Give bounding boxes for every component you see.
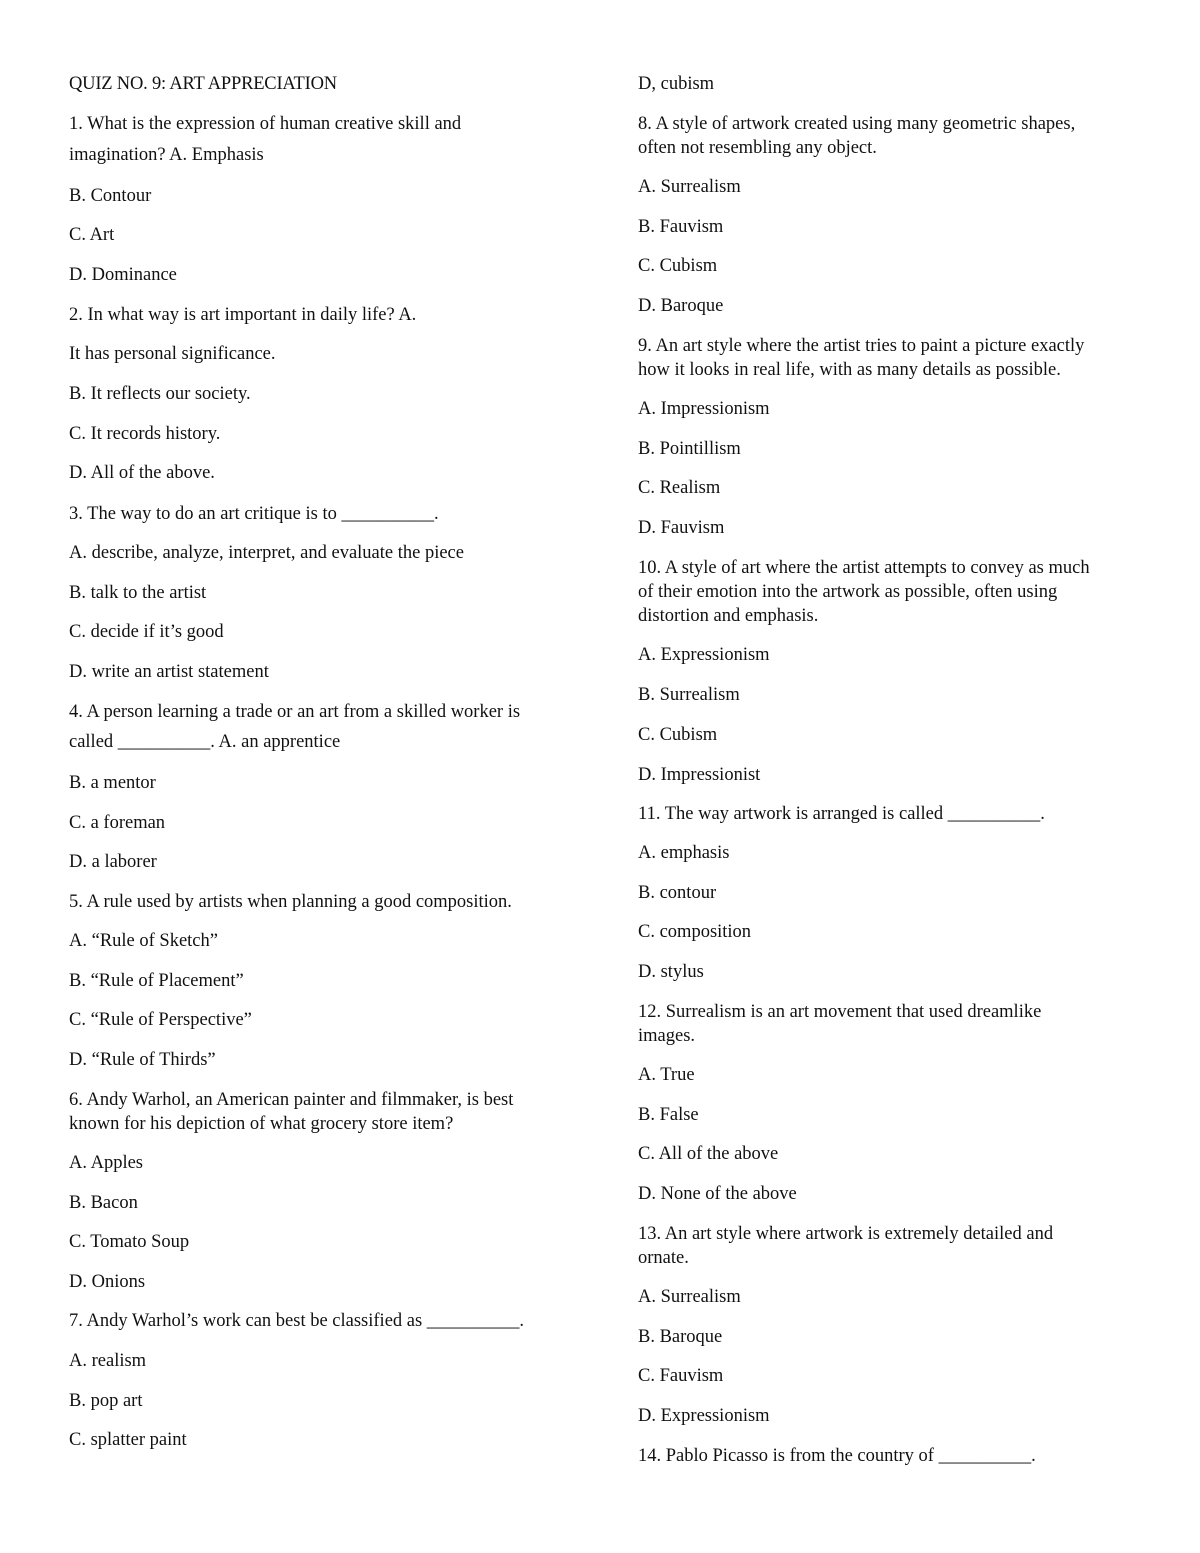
question-10-text-end: distortion and emphasis. bbox=[638, 606, 819, 626]
question-13-option-b: B. Baroque bbox=[638, 1327, 723, 1347]
question-7-text: 7. Andy Warhol’s work can best be classified as __________. bbox=[69, 1311, 524, 1331]
question-11-option-b: B. contour bbox=[638, 883, 717, 903]
question-11-option-d: D. stylus bbox=[638, 962, 704, 982]
question-8-text: 8. A style of artwork created using many geometric shapes, bbox=[638, 114, 1076, 134]
question-1-option-c: C. Art bbox=[69, 225, 115, 245]
question-6-text: 6. Andy Warhol, an American painter and filmmaker, is best bbox=[69, 1090, 514, 1110]
question-2-option-a: It has personal significance. bbox=[69, 344, 276, 364]
question-9-option-b: B. Pointillism bbox=[638, 439, 741, 459]
question-11-option-c: C. composition bbox=[638, 922, 752, 942]
question-9-text: 9. An art style where the artist tries to paint a picture exactly bbox=[638, 336, 1085, 356]
question-8-option-b: B. Fauvism bbox=[638, 217, 724, 237]
question-7-option-b: B. pop art bbox=[69, 1391, 143, 1411]
question-3-option-b: B. talk to the artist bbox=[69, 583, 207, 603]
question-2-option-d: D. All of the above. bbox=[69, 463, 215, 483]
question-12-text-continued: images. bbox=[638, 1026, 696, 1046]
question-5-option-b: B. “Rule of Placement” bbox=[69, 971, 244, 991]
question-4-option-c: C. a foreman bbox=[69, 813, 166, 833]
question-9-option-a: A. Impressionism bbox=[638, 399, 770, 419]
question-7-option-d: D, cubism bbox=[638, 74, 715, 94]
question-6-option-b: B. Bacon bbox=[69, 1193, 138, 1213]
question-12-option-a: A. True bbox=[638, 1065, 695, 1085]
question-12-option-b: B. False bbox=[638, 1105, 699, 1125]
question-10-text-continued: of their emotion into the artwork as possible, often using bbox=[638, 582, 1058, 602]
question-4-text: 4. A person learning a trade or an art from a skilled worker is bbox=[69, 702, 521, 722]
question-5-option-a: A. “Rule of Sketch” bbox=[69, 931, 218, 951]
question-11-option-a: A. emphasis bbox=[638, 843, 730, 863]
question-8-option-c: C. Cubism bbox=[638, 256, 718, 276]
question-13-option-d: D. Expressionism bbox=[638, 1406, 770, 1426]
question-7-option-c: C. splatter paint bbox=[69, 1430, 187, 1450]
question-6-text-continued: known for his depiction of what grocery store item? bbox=[69, 1114, 454, 1134]
question-9-text-continued: how it looks in real life, with as many details as possible. bbox=[638, 360, 1061, 380]
question-12-option-d: D. None of the above bbox=[638, 1184, 797, 1204]
question-13-text: 13. An art style where artwork is extremely detailed and bbox=[638, 1224, 1054, 1244]
question-8-text-continued: often not resembling any object. bbox=[638, 138, 877, 158]
question-8-option-d: D. Baroque bbox=[638, 296, 724, 316]
question-1-text: 1. What is the expression of human creative skill and bbox=[69, 114, 462, 134]
question-3-option-d: D. write an artist statement bbox=[69, 662, 269, 682]
question-4-text-continued: called __________. A. an apprentice bbox=[69, 732, 341, 752]
question-2-option-b: B. It reflects our society. bbox=[69, 384, 251, 404]
question-13-option-a: A. Surrealism bbox=[638, 1287, 741, 1307]
question-1-text-continued: imagination? A. Emphasis bbox=[69, 145, 264, 165]
question-10-option-b: B. Surrealism bbox=[638, 685, 740, 705]
question-12-option-c: C. All of the above bbox=[638, 1144, 779, 1164]
question-14-text: 14. Pablo Picasso is from the country of __________. bbox=[638, 1446, 1036, 1466]
question-9-option-c: C. Realism bbox=[638, 478, 721, 498]
question-13-text-continued: ornate. bbox=[638, 1248, 689, 1268]
question-10-text: 10. A style of art where the artist attempts to convey as much bbox=[638, 558, 1090, 578]
quiz-title: QUIZ NO. 9: ART APPRECIATION bbox=[69, 74, 337, 94]
question-11-text: 11. The way artwork is arranged is called __________. bbox=[638, 804, 1045, 824]
question-10-option-d: D. Impressionist bbox=[638, 765, 761, 785]
question-3-text: 3. The way to do an art critique is to __________. bbox=[69, 504, 439, 524]
question-7-option-a: A. realism bbox=[69, 1351, 147, 1371]
question-6-option-d: D. Onions bbox=[69, 1272, 146, 1292]
question-5-text: 5. A rule used by artists when planning a good composition. bbox=[69, 892, 512, 912]
question-10-option-a: A. Expressionism bbox=[638, 645, 770, 665]
question-1-option-d: D. Dominance bbox=[69, 265, 177, 285]
question-5-option-d: D. “Rule of Thirds” bbox=[69, 1050, 216, 1070]
question-9-option-d: D. Fauvism bbox=[638, 518, 725, 538]
question-6-option-c: C. Tomato Soup bbox=[69, 1232, 190, 1252]
question-1-option-b: B. Contour bbox=[69, 186, 152, 206]
question-2-text: 2. In what way is art important in daily life? A. bbox=[69, 305, 417, 325]
question-10-option-c: C. Cubism bbox=[638, 725, 718, 745]
question-3-option-c: C. decide if it’s good bbox=[69, 622, 224, 642]
question-13-option-c: C. Fauvism bbox=[638, 1366, 724, 1386]
question-3-option-a: A. describe, analyze, interpret, and evaluate the piece bbox=[69, 543, 464, 563]
question-5-option-c: C. “Rule of Perspective” bbox=[69, 1010, 252, 1030]
question-8-option-a: A. Surrealism bbox=[638, 177, 741, 197]
question-12-text: 12. Surrealism is an art movement that used dreamlike bbox=[638, 1002, 1042, 1022]
question-6-option-a: A. Apples bbox=[69, 1153, 143, 1173]
question-2-option-c: C. It records history. bbox=[69, 424, 221, 444]
question-4-option-b: B. a mentor bbox=[69, 773, 156, 793]
question-4-option-d: D. a laborer bbox=[69, 852, 157, 872]
